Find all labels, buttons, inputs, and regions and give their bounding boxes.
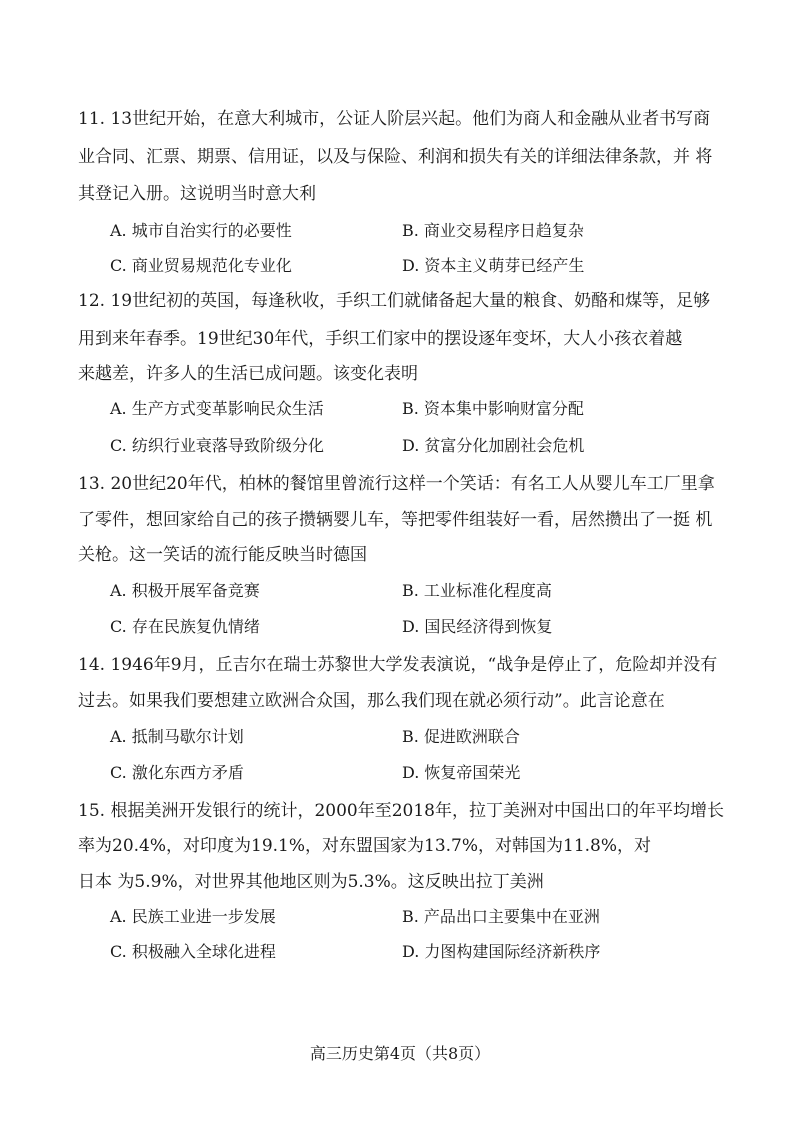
option-c: C. 积极融入全球化进程 xyxy=(110,942,276,961)
option-b: B. 商业交易程序日趋复杂 xyxy=(402,221,584,240)
question-stem-line: 来越差，许多人的生活已成问题。该变化表明 xyxy=(78,364,418,384)
question-stem-line: 日本 为5.9%，对世界其他地区则为5.3%。这反映出拉丁美洲 xyxy=(78,872,544,892)
question-stem-line: 12. 19世纪初的英国，每逢秋收，手织工们就储备起大量的粮食、奶酪和煤等，足够 xyxy=(78,291,711,311)
option-a: A. 城市自治实行的必要性 xyxy=(110,221,292,240)
option-c: C. 激化东西方矛盾 xyxy=(110,763,244,782)
option-b: B. 工业标准化程度高 xyxy=(402,581,552,600)
question-stem-line: 过去。如果我们要想建立欧洲合众国，那么我们现在就必须行动”。此言论意在 xyxy=(78,691,665,711)
option-a: A. 积极开展军备竞赛 xyxy=(110,581,260,600)
option-d: D. 贫富分化加剧社会危机 xyxy=(402,436,585,455)
option-d: D. 力图构建国际经济新秩序 xyxy=(402,942,601,961)
question-stem-line: 15. 根据美洲开发银行的统计，2000年至2018年，拉丁美洲对中国出口的年平均增长 xyxy=(78,801,724,821)
question-stem-line: 用到来年春季。19世纪30年代，手织工们家中的摆设逐年变坏，大人小孩衣着越 xyxy=(78,329,683,349)
option-b: B. 资本集中影响财富分配 xyxy=(402,399,584,418)
option-b: B. 促进欧洲联合 xyxy=(402,727,520,746)
question-stem-line: 关枪。这一笑话的流行能反映当时德国 xyxy=(78,545,367,565)
option-a: A. 民族工业进一步发展 xyxy=(110,907,276,926)
question-stem-line: 其登记入册。这说明当时意大利 xyxy=(78,184,316,204)
question-stem-line: 13. 20世纪20年代，柏林的餐馆里曾流行这样一个笑话：有名工人从婴儿车工厂里拿 xyxy=(78,474,715,494)
question-stem-line: 率为20.4%，对印度为19.1%，对东盟国家为13.7%，对韩国为11.8%，对 xyxy=(78,836,652,856)
question-stem-line: 11. 13世纪开始，在意大利城市，公证人阶层兴起。他们为商人和金融从业者书写商 xyxy=(78,109,711,129)
option-b: B. 产品出口主要集中在亚洲 xyxy=(402,907,600,926)
option-a: A. 生产方式变革影响民众生活 xyxy=(110,399,324,418)
option-c: C. 商业贸易规范化专业化 xyxy=(110,256,292,275)
option-a: A. 抵制马歇尔计划 xyxy=(110,727,244,746)
question-stem-line: 业合同、汇票、期票、信用证，以及与保险、利润和损失有关的详细法律条款，并 将 xyxy=(78,147,713,167)
option-d: D. 资本主义萌芽已经产生 xyxy=(402,256,585,275)
option-d: D. 恢复帝国荣光 xyxy=(402,763,521,782)
question-stem-line: 14. 1946年9月，丘吉尔在瑞士苏黎世大学发表演说，“战争是停止了，危险却并没有 xyxy=(78,655,718,675)
option-d: D. 国民经济得到恢复 xyxy=(402,617,553,636)
option-c: C. 存在民族复仇情绪 xyxy=(110,617,260,636)
question-stem-line: 了零件，想回家给自己的孩子攒辆婴儿车，等把零件组装好一看，居然攒出了一挺 机 xyxy=(78,510,713,530)
option-c: C. 纺织行业衰落导致阶级分化 xyxy=(110,436,324,455)
page-footer: 高三历史第4页（共8页） xyxy=(309,1044,491,1063)
